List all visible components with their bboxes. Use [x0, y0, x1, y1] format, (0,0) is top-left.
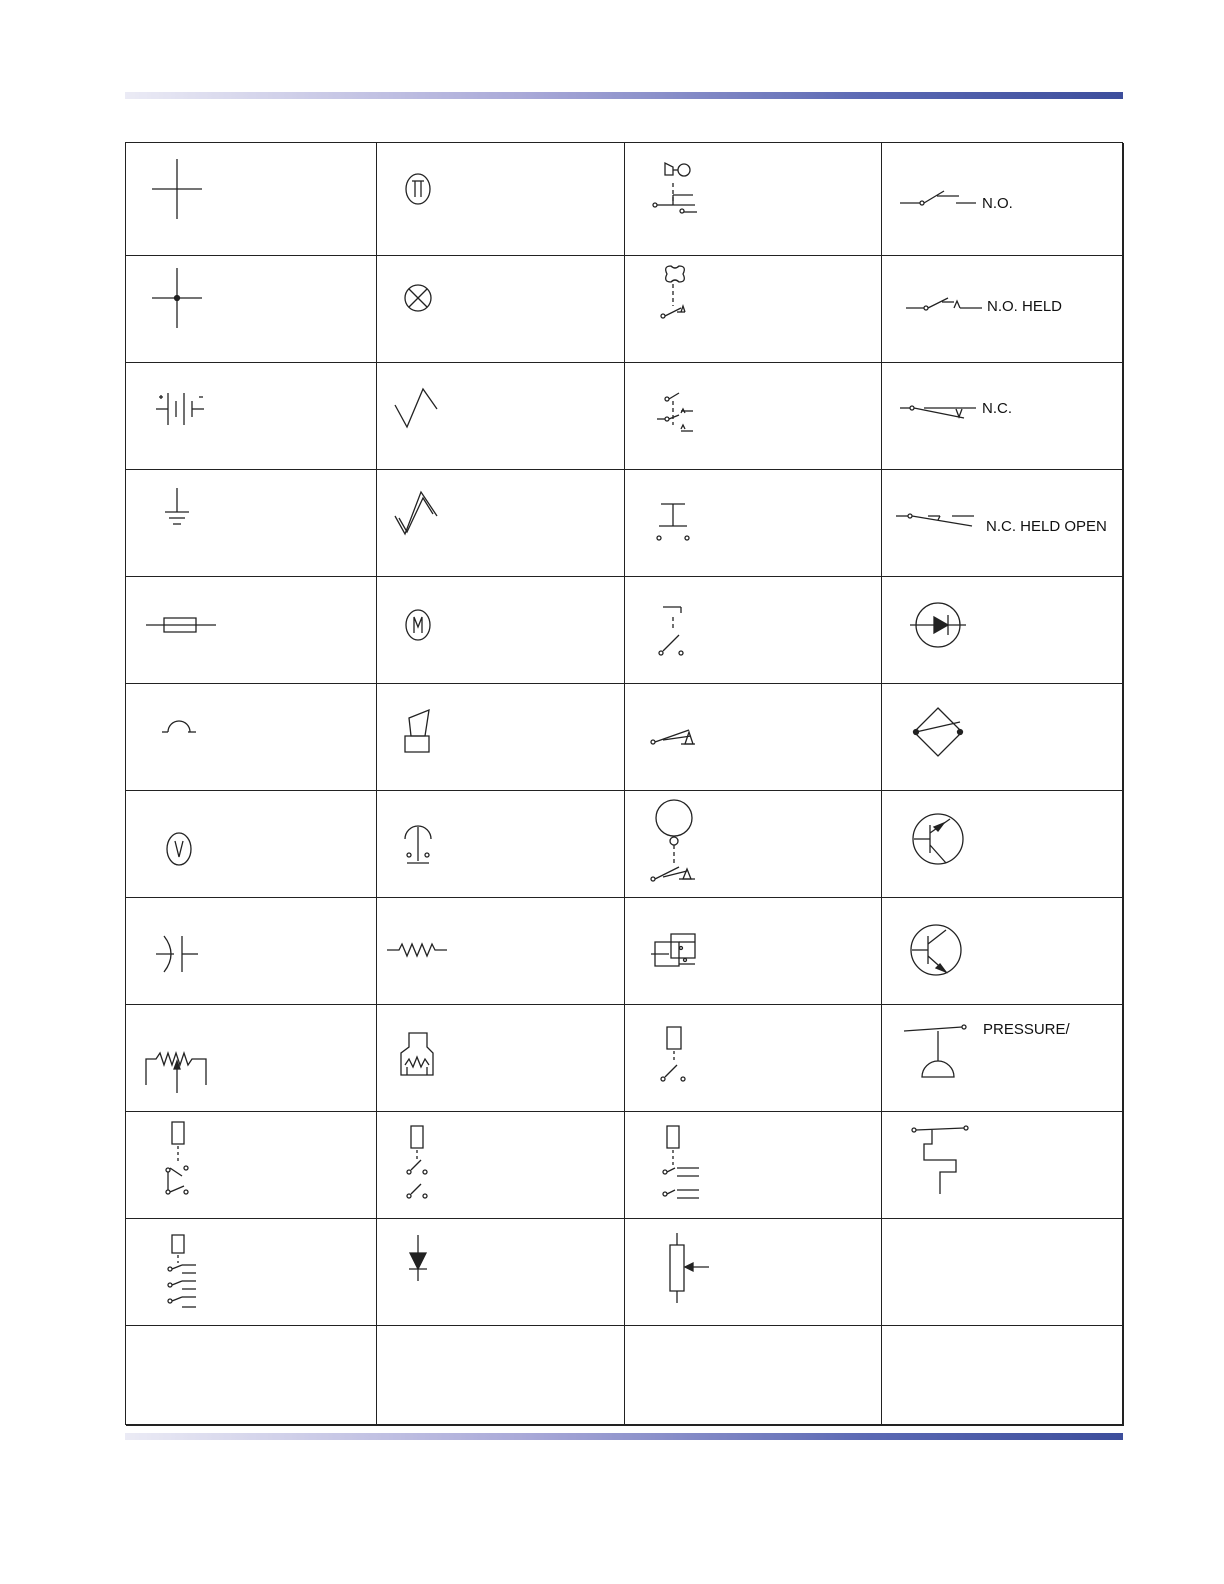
- table-cell: [625, 684, 882, 791]
- thermostat-icon: [377, 363, 625, 470]
- buzzer-icon: [377, 791, 625, 898]
- wires-connected-icon: [126, 256, 377, 363]
- relay-multi-pole-icon: [126, 1219, 377, 1326]
- table-cell: [377, 1005, 625, 1112]
- label-nc: N.C.: [982, 400, 1012, 417]
- table-cell: [377, 143, 625, 256]
- table-cell: [882, 363, 1124, 470]
- fuse-icon: [126, 577, 377, 684]
- table-cell: [625, 1112, 882, 1219]
- table-cell: [882, 470, 1124, 577]
- table-cell: [625, 577, 882, 684]
- table-cell: [126, 256, 377, 363]
- table-cell: [377, 791, 625, 898]
- label-nc-held-open: N.C. HELD OPEN: [986, 518, 1107, 535]
- table-cell: [882, 791, 1124, 898]
- battery-icon: [126, 363, 377, 470]
- table-cell: [625, 1326, 882, 1426]
- table-cell: [625, 898, 882, 1005]
- npn-transistor-icon: [882, 898, 1124, 1005]
- table-cell: [882, 1005, 1124, 1112]
- photo-diode-icon: [882, 577, 1124, 684]
- header-band: [125, 92, 1123, 99]
- resistor-icon: [377, 898, 625, 1005]
- label-no: N.O.: [982, 195, 1013, 212]
- table-cell: [625, 791, 882, 898]
- table-cell: [377, 577, 625, 684]
- rheostat-icon: [625, 1219, 882, 1326]
- relay-spdt-multi-icon: [625, 1112, 882, 1219]
- relay-block-icon: [625, 898, 882, 1005]
- table-cell: [882, 1112, 1124, 1219]
- label-no-held: N.O. HELD: [987, 298, 1063, 315]
- solenoid-icon: [377, 684, 625, 791]
- horn-switch-icon: [625, 143, 882, 256]
- label-pressure: PRESSURE/: [983, 1021, 1070, 1038]
- ground-icon: [126, 470, 377, 577]
- table-cell: [377, 1112, 625, 1219]
- relay-dpdt-icon: [126, 1112, 377, 1219]
- table-cell: [126, 1005, 377, 1112]
- capacitor-icon: [126, 898, 377, 1005]
- table-cell: [625, 470, 882, 577]
- limit-switch-icon: [625, 577, 882, 684]
- table-cell: [126, 470, 377, 577]
- table-cell: [377, 256, 625, 363]
- table-cell: [377, 363, 625, 470]
- heater-icon: [377, 1005, 625, 1112]
- table-cell: [625, 1219, 882, 1326]
- pressure-switch-icon: [625, 256, 882, 363]
- table-cell: [625, 143, 882, 256]
- relay-dpst-icon: [377, 1112, 625, 1219]
- relay-no-icon: [625, 1005, 882, 1112]
- table-cell: [882, 577, 1124, 684]
- table-cell: [377, 1326, 625, 1426]
- table-cell: [377, 470, 625, 577]
- table-cell: [882, 143, 1124, 256]
- table-cell: [126, 143, 377, 256]
- table-cell: [377, 684, 625, 791]
- table-cell: [625, 363, 882, 470]
- table-cell: [126, 791, 377, 898]
- footer-band: [125, 1433, 1123, 1440]
- thermal-element-icon: [377, 470, 625, 577]
- lamp-icon: [377, 256, 625, 363]
- table-cell: [126, 577, 377, 684]
- mercury-switch-icon: [882, 1112, 1124, 1219]
- table-cell: [126, 898, 377, 1005]
- table-cell: [377, 1219, 625, 1326]
- table-cell: [377, 898, 625, 1005]
- symbol-table: [125, 142, 1123, 1425]
- voltmeter-icon: [126, 791, 377, 898]
- table-cell: [126, 1112, 377, 1219]
- motor-icon: [377, 577, 625, 684]
- diode-icon: [377, 1219, 625, 1326]
- table-cell: [882, 684, 1124, 791]
- table-cell: [126, 1326, 377, 1426]
- table-cell: [126, 363, 377, 470]
- multi-contact-switch-icon: [625, 363, 882, 470]
- table-cell: [882, 898, 1124, 1005]
- table-cell: [126, 1219, 377, 1326]
- bridge-rectifier-icon: [882, 684, 1124, 791]
- table-cell: [625, 256, 882, 363]
- table-cell: [126, 684, 377, 791]
- float-switch-icon: [625, 684, 882, 791]
- table-cell: [882, 1219, 1124, 1326]
- wires-crossing-icon: [126, 143, 377, 256]
- table-cell: [625, 1005, 882, 1112]
- table-cell: [882, 1326, 1124, 1426]
- circuit-breaker-icon: [126, 684, 377, 791]
- table-cell: [882, 256, 1124, 363]
- temperature-switch-icon: [625, 791, 882, 898]
- horn-icon: [377, 143, 625, 256]
- pushbutton-icon: [625, 470, 882, 577]
- potentiometer-icon: [126, 1005, 377, 1112]
- pnp-transistor-icon: [882, 791, 1124, 898]
